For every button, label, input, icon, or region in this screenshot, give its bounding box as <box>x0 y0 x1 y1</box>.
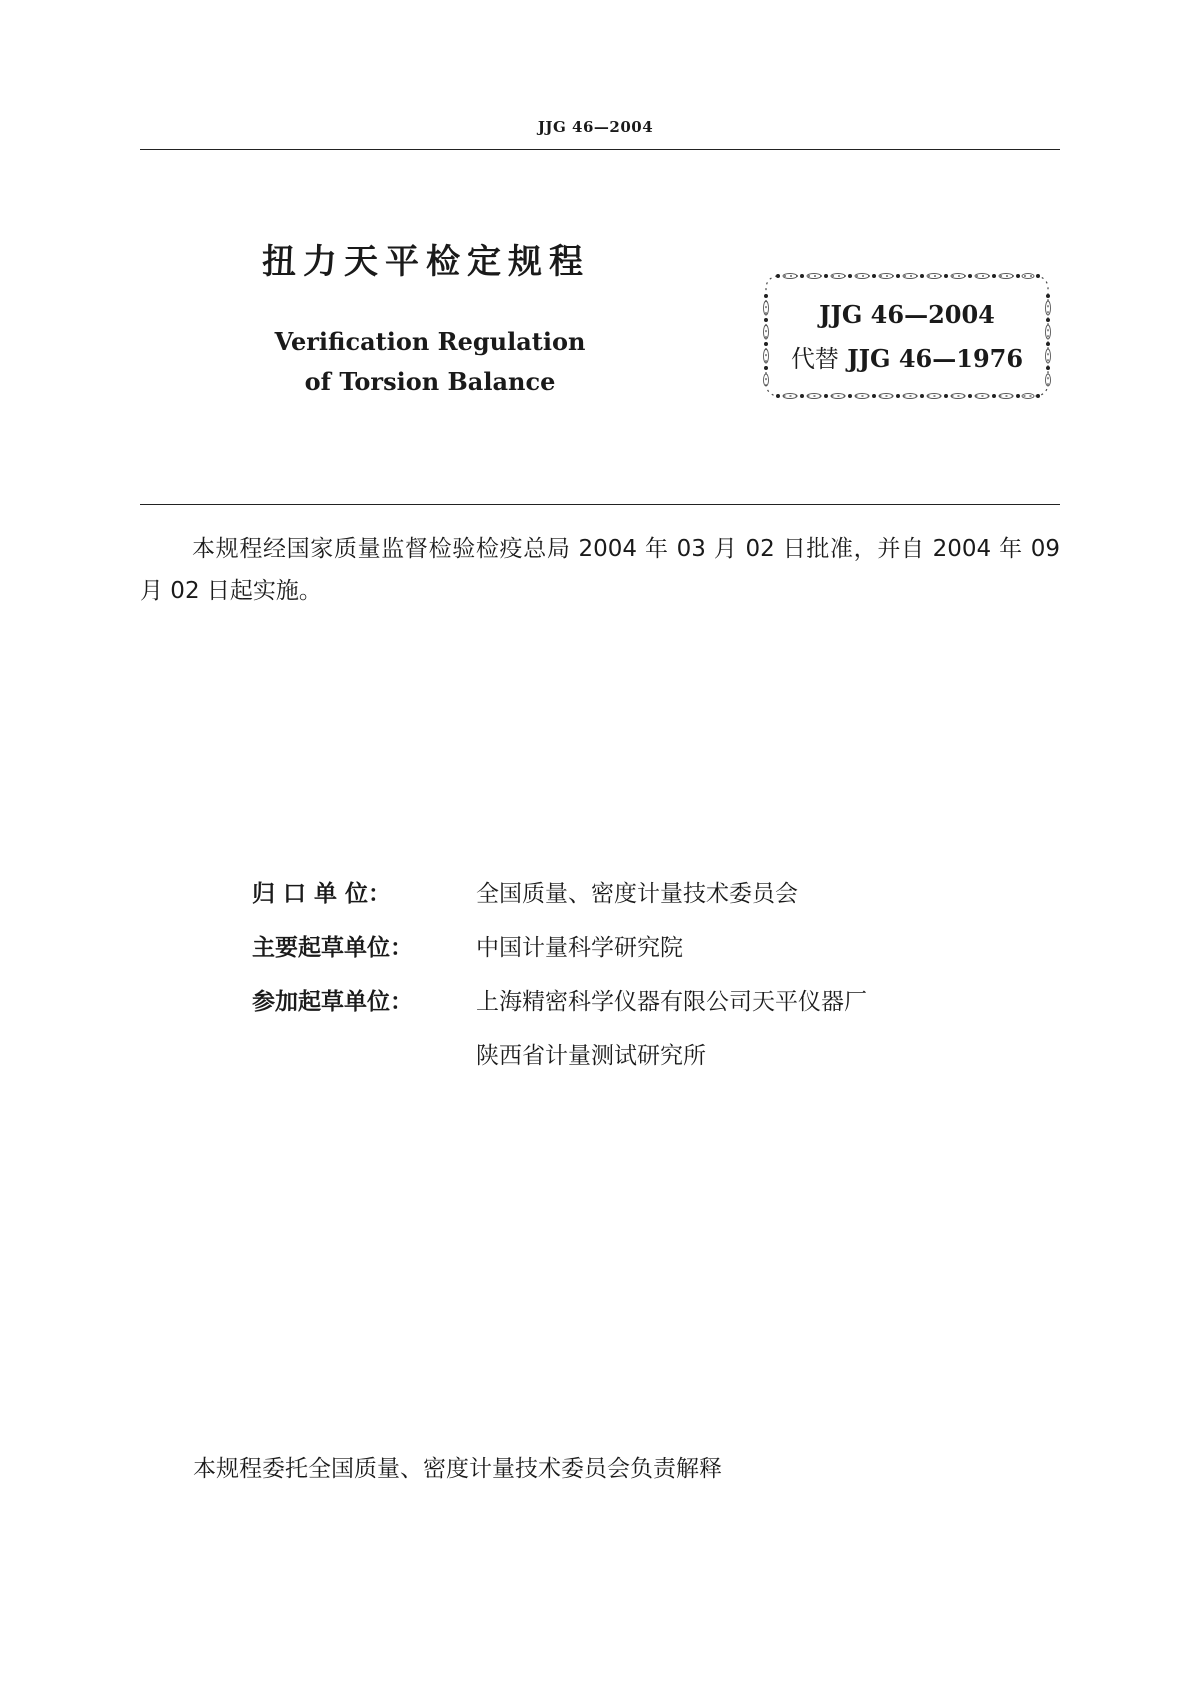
standard-code-box <box>762 272 1052 400</box>
standard-code: JJG 46—2004 <box>819 300 995 329</box>
unit-row-participating-2 <box>252 1026 867 1080</box>
title-english-line2: of Torsion Balance <box>304 367 556 396</box>
unit-value: 上海精密科学仪器有限公司天平仪器厂 <box>476 988 867 1015</box>
unit-row-participating <box>252 972 867 1026</box>
unit-value: 陕西省计量测试研究所 <box>476 1042 706 1069</box>
section-rule <box>140 504 1060 505</box>
replaces-code: JJG 46—1976 <box>847 344 1024 373</box>
drafting-units <box>252 864 867 1080</box>
interpretation-note: 本规程委托全国质量、密度计量技术委员会负责解释 <box>193 1456 722 1482</box>
title-chinese: 扭力天平检定规程 <box>262 242 590 282</box>
replaces-label: 代替 <box>790 345 839 373</box>
decorative-border <box>762 272 1052 400</box>
title-english <box>262 322 598 402</box>
title-english-line1: Verification Regulation <box>274 327 586 356</box>
unit-label: 参加起草单位： <box>252 988 413 1015</box>
unit-row-main-drafter <box>252 918 867 972</box>
unit-label: 主要起草单位： <box>252 934 413 961</box>
unit-label: 归 口 单 位： <box>252 880 392 907</box>
header-rule <box>140 149 1060 150</box>
running-head: JJG 46—2004 <box>537 118 654 136</box>
unit-value: 全国质量、密度计量技术委员会 <box>476 880 798 907</box>
unit-value: 中国计量科学研究院 <box>476 934 683 961</box>
unit-row-responsible <box>252 864 867 918</box>
approval-statement: 本规程经国家质量监督检验检疫总局 2004 年 03 月 02 日批准，并自 2004 年 09 月 02 日起实施。 <box>140 536 1060 604</box>
